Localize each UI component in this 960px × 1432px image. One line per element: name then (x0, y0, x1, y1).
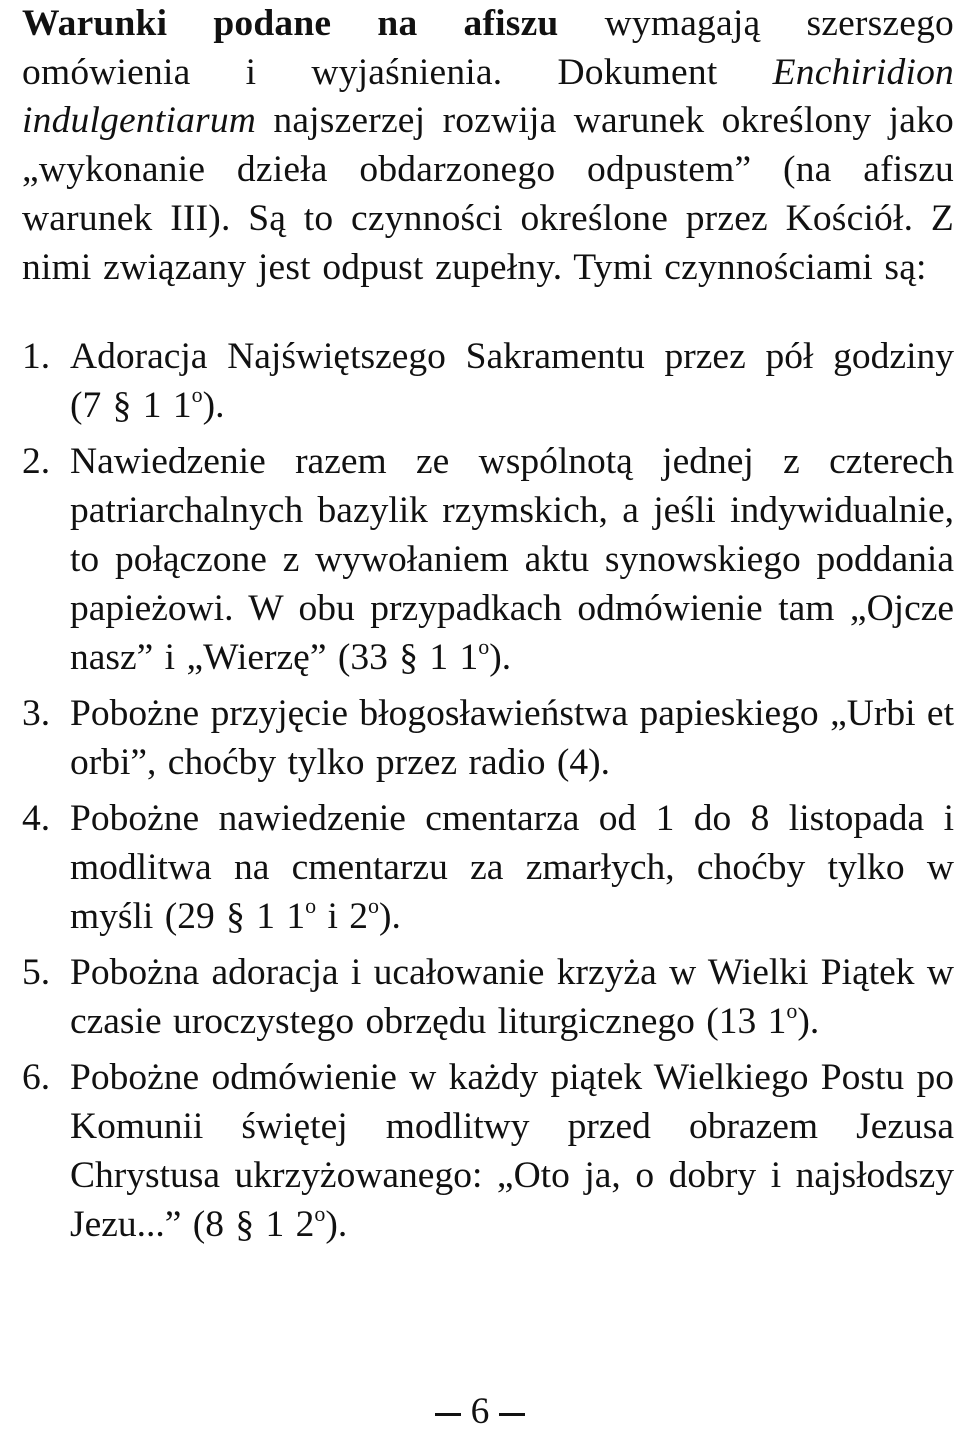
list-item-sup: o (305, 892, 317, 918)
list-item-number: 4. (22, 798, 51, 840)
intro-lead-bold: Warunki podane na afiszu (22, 3, 559, 44)
page-number-dash-left (435, 1413, 461, 1416)
list-item (22, 1053, 954, 1249)
list-item (22, 948, 954, 1046)
list-item-tail: ). (379, 896, 401, 938)
intro-rest: najszerzej rozwija warunek określony jako „wykonanie dzieła obdarzonego odpustem” (na afiszu warunek III). Są to czynności określone przez Kościół. Z nimi związany jest odpust zupełny. Tymi czynnościami są: (22, 100, 954, 288)
list-item-sup: o (786, 997, 798, 1023)
list-item-text: Pobożna adoracja i ucałowanie krzyża w Wielki Piątek w czasie uroczystego obrzędu liturgicznego (13 1 (70, 952, 954, 1043)
list-item-tail: ). (202, 385, 225, 427)
list-item-text: Nawiedzenie razem ze wspólnotą jednej z czterech patriarchalnych bazylik rzymskich, a jeśli indywidualnie, to połączone z wywołaniem aktu synowskiego poddania papieżowi. W obu przypadkach odmówienie tam „Ojcze nasz” i „Wierzę” (33 § 1 1 (70, 441, 954, 679)
page-number-dash-right (499, 1413, 525, 1416)
list-item-mid: i 2 (316, 896, 369, 938)
conditions-list (22, 332, 954, 1249)
list-item-number: 3. (22, 693, 51, 735)
intro-title-italic: Enchiridion indulgentiarum (22, 51, 954, 142)
list-item-sup-2: o (368, 892, 380, 918)
list-item-tail: ). (489, 637, 512, 679)
list-item-text: Adoracja Najświętszego Sakramentu przez pół godziny (7 § 1 1 (70, 336, 954, 427)
list-item (22, 689, 954, 787)
intro-paragraph (22, 0, 954, 292)
list-item-number: 5. (22, 952, 51, 994)
list-item-text: Pobożne przyjęcie błogosławieństwa papieskiego „Urbi et orbi”, choćby tylko przez radio (4). (70, 693, 954, 784)
list-item-tail: ). (325, 1204, 348, 1246)
list-item-sup: o (191, 381, 203, 407)
list-item-text: Pobożne nawiedzenie cmentarza od 1 do 8 listopada i modlitwa na cmentarzu za zmarłych, choćby tylko w myśli (29 § 1 1 (70, 798, 954, 938)
intro-after-bold: wymagają szerszego omówienia i wyjaśnienia. Dokument (22, 3, 955, 93)
list-item-text: Pobożne odmówienie w każdy piątek Wielkiego Postu po Komunii świętej modlitwy przed obrazem Jezusa Chrystusa ukrzyżowanego: „Oto ja, o dobry i najsłodszy Jezu...” (8 § 1 2 (70, 1057, 954, 1246)
page-number-value: 6 (470, 1391, 490, 1432)
list-item-sup: o (314, 1200, 326, 1226)
list-item-number: 1. (22, 336, 51, 378)
list-item-number: 6. (22, 1057, 51, 1099)
list-item-tail: ). (797, 1001, 820, 1043)
list-item-sup: o (478, 633, 490, 659)
list-item (22, 794, 954, 941)
list-item-number: 2. (22, 441, 51, 483)
list-item (22, 437, 954, 682)
list-item (22, 332, 954, 430)
page-number (0, 1392, 960, 1432)
document-page (22, 0, 954, 1256)
